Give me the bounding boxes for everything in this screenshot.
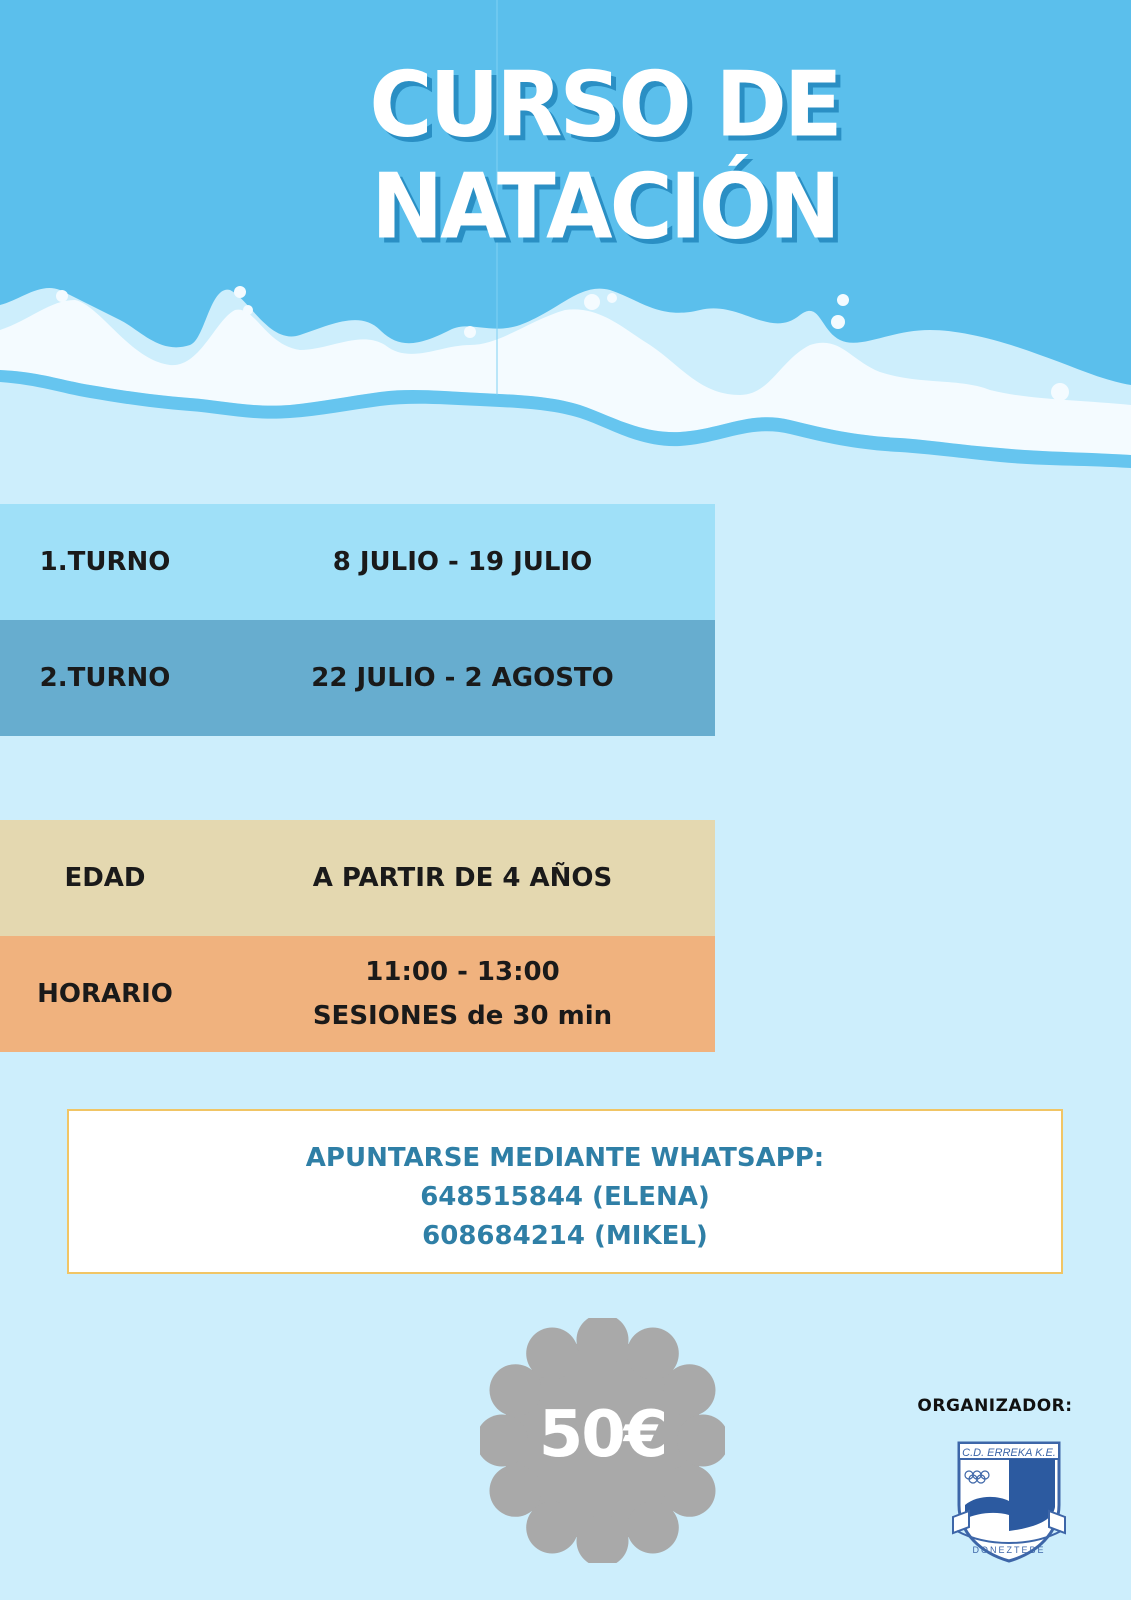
contact-heading: APUNTARSE MEDIANTE WHATSAPP:: [305, 1143, 825, 1173]
schedule-value: [210, 950, 715, 1038]
shift-row-2: [0, 620, 715, 736]
page-title-line-2: NATACIÓN: [371, 154, 838, 260]
shift-1-dates: 8 JULIO - 19 JULIO: [332, 546, 593, 577]
shift-row-1: [0, 504, 715, 620]
contact-phone-elena[interactable]: 648515844 (ELENA): [420, 1182, 710, 1212]
schedule-row: [0, 936, 715, 1052]
contact-phone-mikel[interactable]: 608684214 (MIKEL): [422, 1221, 708, 1251]
schedule-time: 11:00 - 13:00: [365, 956, 560, 987]
age-value: A PARTIR DE 4 AÑOS: [312, 862, 613, 893]
organizer-label: ORGANIZADOR:: [917, 1396, 1073, 1416]
logo-bottom-text: DONEZTEBE: [972, 1545, 1046, 1555]
club-crest-logo: [947, 1435, 1071, 1565]
schedule-sessions: SESIONES de 30 min: [312, 1001, 613, 1031]
page-title-line-1: CURSO DE: [369, 52, 840, 158]
contact-box: [67, 1109, 1063, 1274]
shift-2-dates: 22 JULIO - 2 AGOSTO: [311, 662, 614, 693]
logo-top-text: C.D. ERREKA K.E.: [962, 1447, 1056, 1459]
age-row: [0, 820, 715, 936]
shift-1-label: 1.TURNO: [39, 547, 171, 577]
price-label: 50€: [538, 1398, 667, 1472]
shift-2-label: 2.TURNO: [39, 663, 171, 693]
schedule-label: HORARIO: [37, 979, 173, 1009]
age-label: EDAD: [64, 863, 146, 893]
